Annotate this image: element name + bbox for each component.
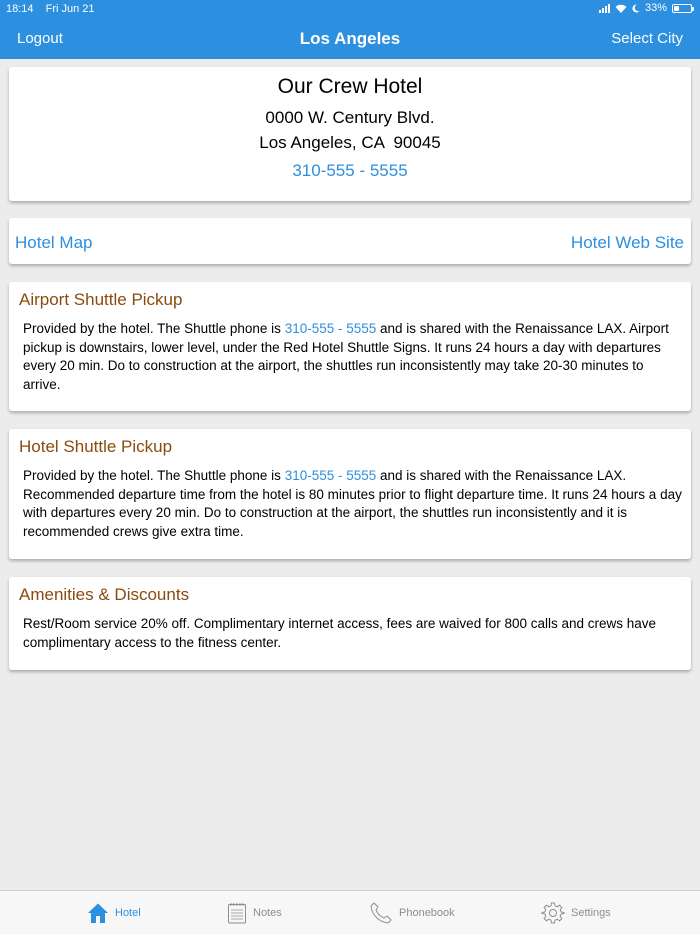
battery-icon [672,4,692,13]
tab-hotel-label: Hotel [115,907,141,919]
hotel-shuttle-card [9,429,691,559]
page-title: Los Angeles [299,29,401,48]
wifi-icon [615,4,627,13]
status-date: Fri Jun 21 [45,3,95,15]
hotel-address-line2: Los Angeles, CA 90045 [259,133,441,152]
hotel-name: Our Crew Hotel [277,75,423,98]
tab-notes-label: Notes [253,907,282,919]
hotel-shuttle-phone-link[interactable]: 310-555 - 5555 [284,468,377,483]
airport-shuttle-title: Airport Shuttle Pickup [19,290,183,309]
airport-shuttle-text [9,310,691,394]
amenities-card [9,577,691,670]
notepad-icon [227,902,247,924]
tab-phonebook-label: Phonebook [399,907,455,919]
phone-icon [369,901,393,925]
airport-shuttle-text-before: Provided by the hotel. The Shuttle phone is [23,321,285,336]
airport-shuttle-card [9,282,691,411]
gear-icon [541,901,565,925]
tab-hotel[interactable] [87,891,141,934]
hotel-links-card [9,218,691,264]
hotel-address-line1: 0000 W. Century Blvd. [265,108,435,127]
moon-icon [632,4,640,13]
airport-shuttle-text-after: and is shared with the Renaissance LAX. Airport pickup is downstairs, lower level, under the Red Hotel Shuttle Signs. It runs 24 hours a day with departures every 20 min. Do to construction at the airport, the shuttles run inconsistently may take 20-30 minutes to arrive. [23,321,669,392]
airport-shuttle-phone-link[interactable]: 310-555 - 5555 [284,321,377,336]
hotel-info-card [9,67,691,201]
hotel-phone-link[interactable]: 310-555 - 5555 [292,161,408,180]
header [0,0,700,59]
status-time: 18:14 [6,3,34,15]
hotel-map-link[interactable]: Hotel Map [15,233,93,252]
amenities-text: Rest/Room service 20% off. Complimentary internet access, fees are waived for 800 calls and crews have complimentary access to the fitness center. [23,616,657,650]
tab-phonebook[interactable] [369,891,455,934]
logout-button[interactable]: Logout [17,30,63,47]
hotel-shuttle-title: Hotel Shuttle Pickup [19,437,173,456]
hotel-shuttle-text [9,457,691,541]
status-bar [0,0,700,18]
select-city-button[interactable]: Select City [611,30,683,47]
tab-settings[interactable] [541,891,611,934]
hotel-website-link[interactable]: Hotel Web Site [570,233,684,252]
tab-notes[interactable] [227,891,282,934]
tab-settings-label: Settings [571,907,611,919]
battery-percentage: 33% [644,2,667,14]
cellular-signal-icon [599,4,610,13]
hotel-shuttle-text-after: and is shared with the Renaissance LAX. Recommended departure time from the hotel is 80 minutes prior to flight departure time. It runs 24 hours a day with departures every 20 min. Do to construction at the airport, the shuttles run inconsistently and it is recommended crews give extra time. [23,468,682,539]
tab-bar [0,890,700,934]
amenities-title: Amenities & Discounts [19,585,190,604]
hotel-shuttle-text-before: Provided by the hotel. The Shuttle phone is [23,468,285,483]
house-icon [87,902,109,924]
